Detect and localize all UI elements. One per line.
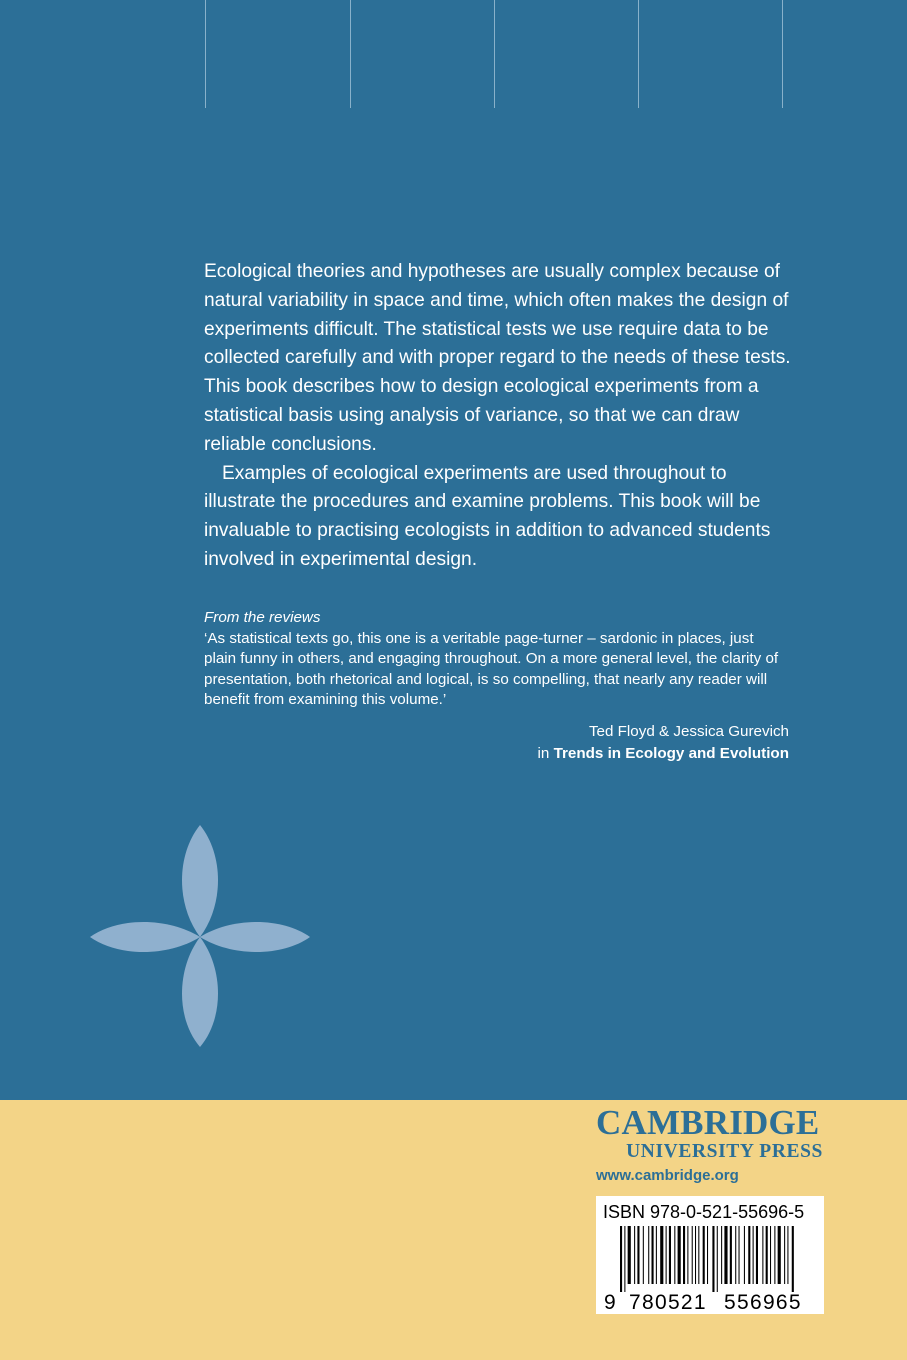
description-paragraph-1: Ecological theories and hypotheses are usually complex because of natural variability in space and time, which often makes the design of experiments difficult. The statistical tests we use require data to be collected carefully and with proper regard to the needs of these tests. This book describes how to design ecological experiments from a statistical basis using analysis of variance, so that we can draw reliable conclusions. (204, 261, 791, 455)
flower-petal-left (90, 922, 200, 952)
review-in-word: in (537, 745, 550, 763)
barcode-bar (683, 1226, 685, 1284)
flower-petal-bottom (182, 937, 218, 1047)
barcode-bar (678, 1226, 681, 1284)
barcode-bar (698, 1226, 699, 1284)
barcode-bar (787, 1226, 788, 1284)
decorative-line (494, 0, 495, 108)
barcode-bar (778, 1226, 781, 1284)
barcode-bar (648, 1226, 649, 1284)
publisher-subtitle: UNIVERSITY PRESS (626, 1141, 823, 1162)
flower-petal-right (200, 922, 310, 952)
barcode-bar (643, 1226, 644, 1284)
barcode-bar (721, 1226, 722, 1284)
barcode-bar (674, 1226, 675, 1284)
description-paragraph-2: Examples of ecological experiments are used throughout to illustrate the procedures and examine problems. This book will be invaluable to practising ecologists in addition to advanced students involved in experimental design. (204, 462, 771, 570)
barcode-bar (748, 1226, 750, 1284)
reviews-heading: From the reviews (204, 609, 321, 626)
barcode-bar (724, 1226, 727, 1284)
decorative-line (205, 0, 206, 108)
barcode-first-digit: 9 (604, 1291, 616, 1314)
isbn-label: ISBN 978-0-521-55696-5 (603, 1202, 805, 1222)
barcode-bar (637, 1226, 639, 1284)
barcode-bar (792, 1226, 794, 1292)
barcode-bar (660, 1226, 663, 1284)
barcode-bar (739, 1226, 740, 1284)
decorative-line (782, 0, 783, 108)
barcode-bar (707, 1226, 708, 1284)
barcode-right-digits: 556965 (724, 1291, 802, 1314)
barcode-bar (695, 1226, 696, 1284)
barcode-bar (770, 1226, 771, 1284)
review-attribution (204, 721, 789, 766)
barcode-icon (596, 1196, 824, 1314)
review-journal: Trends in Ecology and Evolution (553, 745, 789, 763)
barcode-bar (717, 1226, 718, 1292)
barcode-bar (735, 1226, 736, 1284)
barcode-bar (774, 1226, 775, 1284)
barcode-bar (652, 1226, 654, 1284)
barcode-bar (624, 1226, 625, 1292)
barcode-bar (669, 1226, 671, 1284)
barcode-bar (730, 1226, 732, 1284)
barcode-bar (712, 1226, 714, 1292)
decorative-line (350, 0, 351, 108)
barcode-bar (756, 1226, 758, 1284)
barcode-bar (687, 1226, 688, 1284)
review-quote: ‘As statistical texts go, this one is a veritable page-turner – sardonic in places, just plain funny in others, and engaging throughout. On a more general level, the clarity of presentation, both rhetorical and logical, is so compelling, that nearly any reader will benefit from examining this volume.’ (204, 629, 779, 709)
barcode-bar (656, 1226, 657, 1284)
review-authors: Ted Floyd & Jessica Gurevich (588, 722, 789, 740)
publisher-name: CAMBRIDGE (596, 1103, 820, 1142)
barcode-bar (703, 1226, 705, 1284)
barcode-bar (784, 1226, 785, 1284)
reviews-section (204, 608, 789, 766)
barcode-bar (766, 1226, 768, 1284)
barcode-bar (744, 1226, 745, 1284)
barcode-bar (628, 1226, 631, 1284)
barcode-left-digits: 780521 (629, 1291, 707, 1314)
barcode-bar (692, 1226, 693, 1284)
barcode-bar (753, 1226, 754, 1284)
flower-petal-top (182, 825, 218, 937)
barcode-bar (762, 1226, 763, 1284)
barcode-bar (634, 1226, 635, 1284)
four-petal-flower-icon (88, 825, 312, 1049)
review-source (204, 743, 789, 766)
barcode-bar (620, 1226, 622, 1292)
decorative-line (638, 0, 639, 108)
book-description (204, 258, 794, 575)
barcode-panel (596, 1196, 824, 1314)
publisher-website: www.cambridge.org (596, 1167, 739, 1184)
barcode-bar (666, 1226, 667, 1284)
